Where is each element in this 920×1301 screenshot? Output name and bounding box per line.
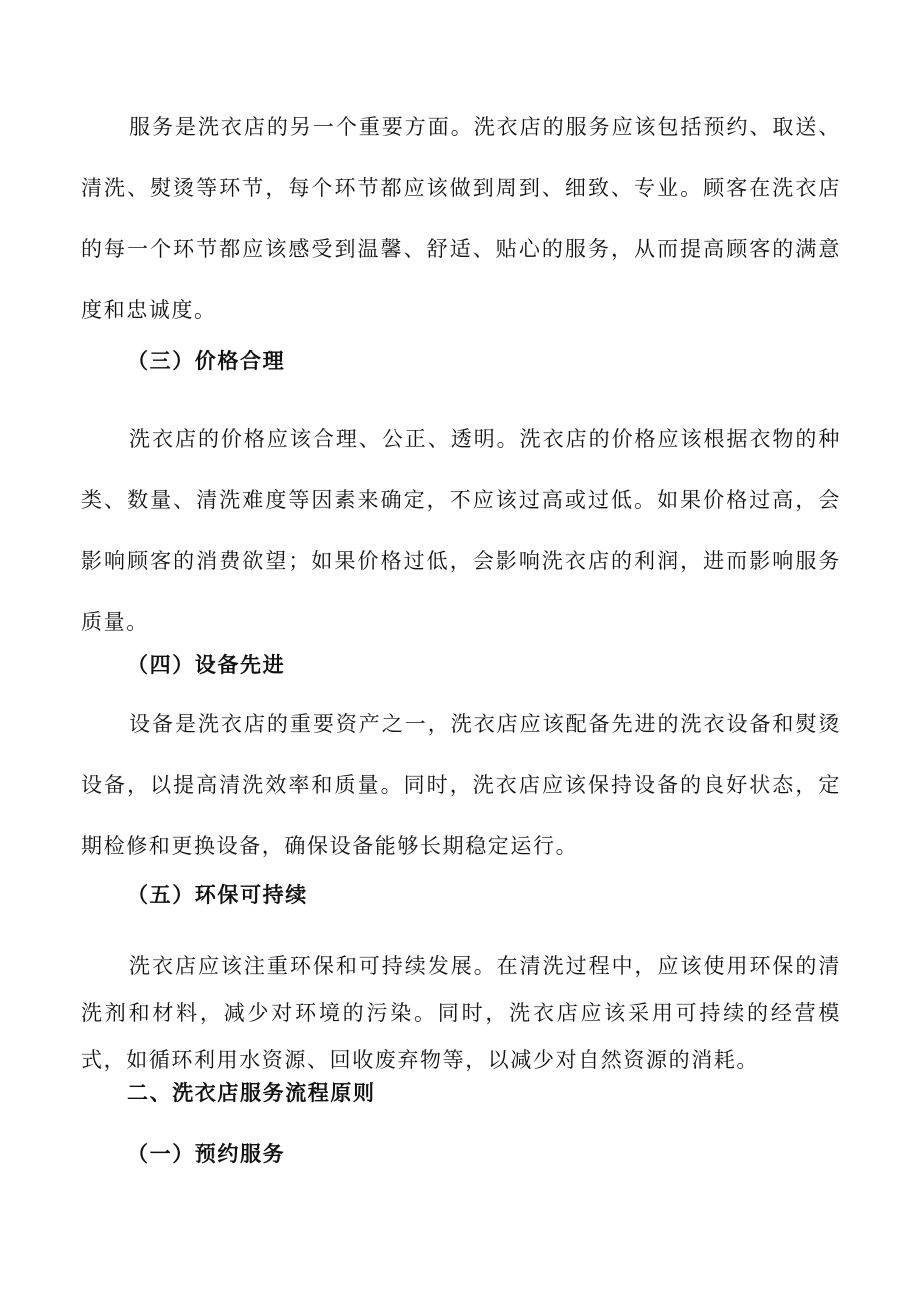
service-paragraph: 服务是洗衣店的另一个重要方面。洗衣店的服务应该包括预约、取送、清洗、熨烫等环节，每个环节都应该做到周到、细致、专业。顾客在洗衣店的每一个环节都应该感受到温馨、舒适、贴心的服务，从而提高顾客的满意度和忠诚度。	[81, 115, 841, 322]
eco-paragraph: 洗衣店应该注重环保和可持续发展。在清洗过程中，应该使用环保的清洗剂和材料，减少对环境的污染。同时，洗衣店应该采用可持续的经营模式，如循环利用水资源、回收废弃物等，以减少对自然资源的消耗。	[81, 954, 841, 1072]
price-heading: （三）价格合理	[127, 348, 286, 373]
equipment-heading: （四）设备先进	[127, 652, 286, 677]
price-paragraph: 洗衣店的价格应该合理、公正、透明。洗衣店的价格应该根据衣物的种类、数量、清洗难度等因素来确定，不应该过高或过低。如果价格过高，会影响顾客的消费欲望；如果价格过低，会影响洗衣店的利润，进而影响服务质量。	[81, 427, 841, 634]
section-two-heading: 二、洗衣店服务流程原则	[127, 1080, 376, 1105]
eco-heading: （五）环保可持续	[127, 882, 308, 907]
equipment-paragraph: 设备是洗衣店的重要资产之一，洗衣店应该配备先进的洗衣设备和熨烫设备，以提高清洗效率和质量。同时，洗衣店应该保持设备的良好状态，定期检修和更换设备，确保设备能够长期稳定运行。	[81, 712, 841, 858]
reservation-heading: （一）预约服务	[127, 1141, 286, 1166]
